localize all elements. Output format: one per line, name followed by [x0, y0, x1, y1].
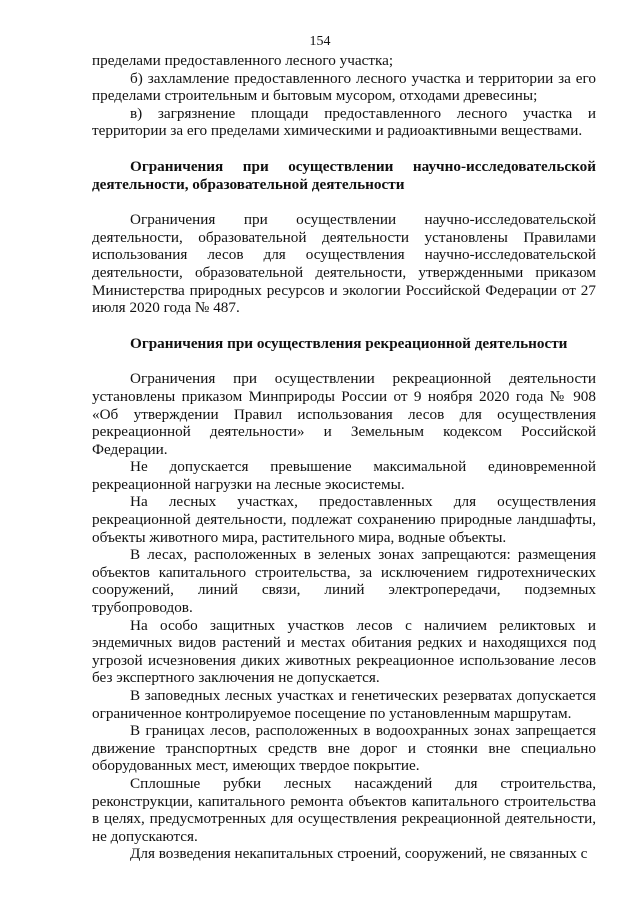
- paragraph: пределами предоставленного лесного участка;: [92, 52, 394, 69]
- page-content: [92, 52, 596, 863]
- paragraph: В лесах, расположенных в зеленых зонах запрещаются: размещения объектов капитального строительства, за исключением гидротехнических сооружений, линий связи, линий электропередачи, подземных трубопроводов.: [92, 546, 596, 617]
- paragraph: в) загрязнение площади предоставленного лесного участка и территории за его пределами химическими и радиоактивными веществами.: [92, 104, 596, 140]
- paragraph: Ограничения при осуществлении научно-исследовательской деятельности, образовательной деятельности установлены Правилами использования лесов для осуществления научно-исследовательской деятельности, образовательной деятельности, утвержденными приказом Министерства природных ресурсов и экологии Российской Федерации от 27 июля 2020 года № 487.: [92, 211, 596, 317]
- paragraph: Ограничения при осуществлении рекреационной деятельности установлены приказом Минприроды России от 9 ноября 2020 года № 908 «Об утверждении Правил использования лесов для осуществления рекреационной деятельности» и Земельным кодексом Российской Федерации.: [92, 370, 596, 458]
- paragraph: На особо защитных участков лесов с наличием реликтовых и эндемичных видов растений и местах обитания редких и находящихся под угрозой исчезновения диких животных рекреационное использование лесов без экспертного заключения не допускается.: [92, 616, 596, 687]
- section-heading-research: Ограничения при осуществлении научно-исследовательской деятельности, образовательной деятельности: [92, 157, 596, 193]
- paragraph: На лесных участках, предоставленных для осуществления рекреационной деятельности, подлежат сохранению природные ландшафты, объекты животного мира, растительного мира, водные объекты.: [92, 493, 596, 546]
- paragraph: Сплошные рубки лесных насаждений для строительства, реконструкции, капитального ремонта объектов капитального строительства в целях, предусмотренных для осуществления рекреационной деятельности, не допускаются.: [92, 774, 596, 845]
- paragraph: Не допускается превышение максимальной единовременной рекреационной нагрузки на лесные экосистемы.: [92, 458, 596, 493]
- paragraph: В заповедных лесных участках и генетических резерватах допускается ограниченное контролируемое посещение по установленным маршрутам.: [92, 687, 596, 722]
- paragraph: б) захламление предоставленного лесного участка и территории за его пределами строительным и бытовым мусором, отходами древесины;: [92, 69, 596, 105]
- page-number: 154: [309, 34, 331, 49]
- section-heading-recreation: Ограничения при осуществления рекреационной деятельности: [130, 334, 568, 352]
- paragraph: В границах лесов, расположенных в водоохранных зонах запрещается движение транспортных средств вне дорог и стоянки вне специально оборудованных мест, имеющих твердое покрытие.: [92, 722, 596, 775]
- paragraph: Для возведения некапитальных строений, сооружений, не связанных с: [130, 845, 588, 863]
